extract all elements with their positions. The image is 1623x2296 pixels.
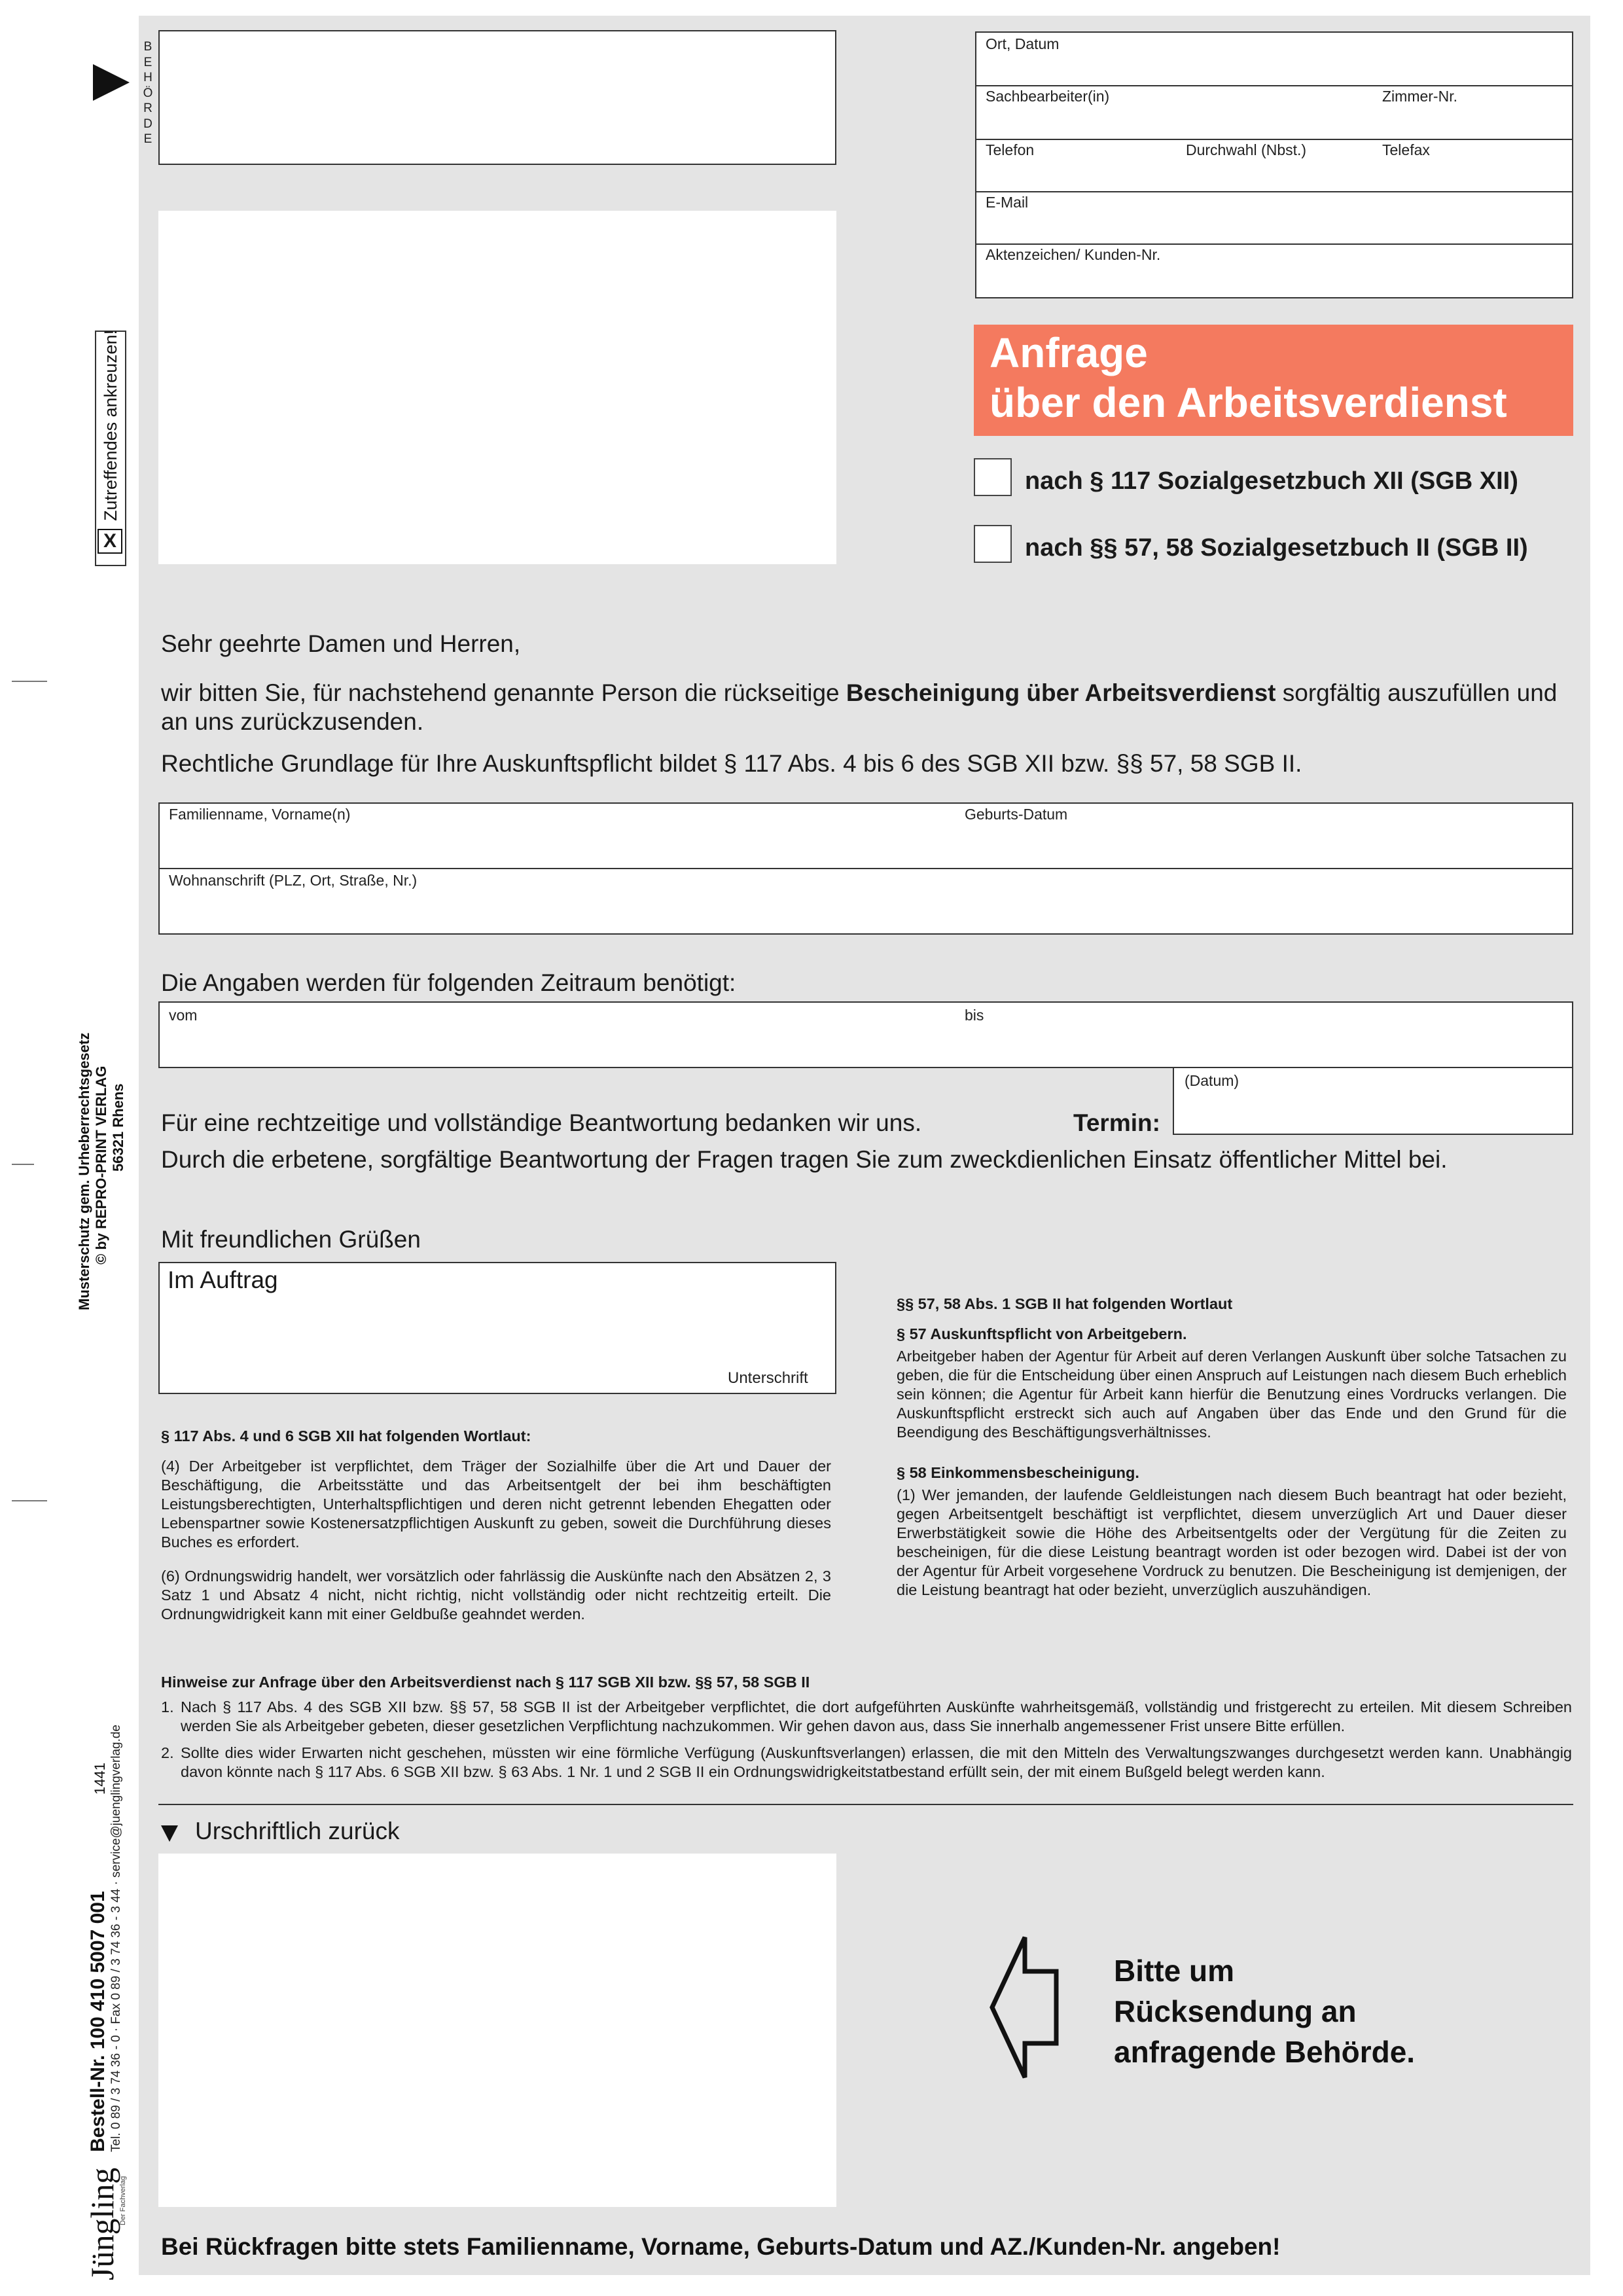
closing: Mit freundlichen Grüßen xyxy=(161,1226,421,1253)
durchwahl-field[interactable]: Durchwahl (Nbst.) xyxy=(1186,141,1307,158)
sgb12-heading: § 117 Abs. 4 und 6 SGB XII hat folgenden Wortlaut: xyxy=(161,1427,531,1444)
signature-label: Unterschrift xyxy=(728,1369,808,1387)
sgb12-para4: (4) Der Arbeitgeber ist verpflichtet, dem Träger der Sozialhilfe über die Art und Dauer der Beschäftigung, die Arbeitsstätte und das Arbeitsentgelt der bei ihm beschäftigten Leistungsberechtigten, Unterhaltspflichtigen und deren nicht getrennt lebenden Ehegatten oder Lebenspartner sowie Kostenersatzpflichtigen Auskunft zu geben, soweit die Durchführung dieses Buches es erfordert. xyxy=(161,1458,831,1551)
period-fields-table xyxy=(158,1001,1573,1068)
publisher-contact: Tel. 0 89 / 3 74 36 - 0 · Fax 0 89 / 3 74 36 - 3 44 · service@juenglingverlag.de xyxy=(109,1725,123,2152)
im-auftrag: Im Auftrag xyxy=(168,1266,278,1293)
period-to-field[interactable]: bis xyxy=(965,1007,984,1024)
fold-mark xyxy=(12,1500,47,1501)
telefon-field[interactable]: Telefon xyxy=(986,141,1035,158)
title-banner xyxy=(974,325,1573,436)
legal-basis: Rechtliche Grundlage für Ihre Auskunftspflicht bildet § 117 Abs. 4 bis 6 des SGB XII bzw. §§ 57, 58 SGB II. xyxy=(161,750,1302,777)
checkbox-sgb12[interactable] xyxy=(974,458,1012,496)
sachbearbeiter-field[interactable]: Sachbearbeiter(in) xyxy=(986,88,1110,105)
sgb2-heading: §§ 57, 58 Abs. 1 SGB II hat folgenden Wortlaut xyxy=(897,1295,1233,1312)
publisher-logo-sub: Der Fachverlag xyxy=(119,2176,127,2225)
publisher-logo: Jüngling xyxy=(84,2167,120,2280)
copyright-line1: Musterschutz gem. Urheberrechtsgesetz xyxy=(76,1032,92,1310)
form-number: 1441 xyxy=(92,1763,108,1795)
option-sgb12-label: nach § 117 Sozialgesetzbuch XII (SGB XII) xyxy=(1025,467,1518,495)
return-message: Bitte um Rücksendung an anfragende Behörde. xyxy=(1114,1954,1416,2069)
option-sgb2-label: nach §§ 57, 58 Sozialgesetzbuch II (SGB II) xyxy=(1025,534,1528,562)
authority-box[interactable] xyxy=(158,30,836,165)
recipient-address-window[interactable] xyxy=(158,211,836,564)
zimmer-field[interactable]: Zimmer-Nr. xyxy=(1382,88,1457,105)
hint-2: Sollte dies wider Erwarten nicht geschehen, müssten wir eine förmliche Verfügung (Auskunftsverlangen) erlassen, die mit den Mitteln des Verwaltungszwanges durchgesetzt werden kann. Unabhängig davon könnte nach § 117 Abs. 6 SGB XII bzw. § 63 Abs. 1 Nr. 1 und 2 SGB II ein Ordnungswidrigkeitstatbestand erfüllt sein, der mit einem Bußgeld belegt werden kann. xyxy=(181,1744,1572,1780)
termin-label: Termin: xyxy=(1073,1109,1160,1136)
return-label: Urschriftlich zurück xyxy=(195,1818,400,1844)
hint-2-number: 2. xyxy=(161,1744,174,1761)
hints-heading: Hinweise zur Anfrage über den Arbeitsverdienst nach § 117 SGB XII bzw. §§ 57, 58 SGB II xyxy=(161,1674,810,1691)
example-cross-icon: X xyxy=(98,529,122,554)
footer-note: Bei Rückfragen bitte stets Familienname, Vorname, Geburts-Datum und AZ./Kunden-Nr. angeben! xyxy=(161,2233,1281,2260)
title-line1: Anfrage xyxy=(990,329,1148,376)
telefax-field[interactable]: Telefax xyxy=(1382,141,1430,158)
period-heading: Die Angaben werden für folgenden Zeitraum benötigt: xyxy=(161,969,736,996)
contribution-text: Durch die erbetene, sorgfältige Beantwortung der Fragen tragen Sie zum zweckdienlichen Einsatz öffentlicher Mittel bei. xyxy=(161,1146,1448,1173)
behoerde-label: B E H Ö R D E xyxy=(143,40,153,146)
thanks-text: Für eine rechtzeitige und vollständige Beantwortung bedanken wir uns. xyxy=(161,1109,922,1136)
copyright-line3: 56321 Rhens xyxy=(110,1083,126,1172)
name-field[interactable]: Familienname, Vorname(n) xyxy=(169,806,351,823)
return-address-window[interactable] xyxy=(158,1854,836,2207)
checkbox-sgb2[interactable] xyxy=(974,525,1012,563)
sgb2-58-text: (1) Wer jemanden, der laufende Geldleistungen nach diesem Buch beantragt hat oder bezieht, gegen Arbeitsentgelt beschäftigt ist verpflichtet, diesem unverzüglich Art und Dauer dieser Erwerbstätigkeit sowie die Höhe des Arbeitsentgelts oder der Vergütung für die Zeiten zu bescheinigen, für die diese Leistung beantragt worden ist oder bezogen wird. Dabei ist der von der Agentur für Arbeit vorgesehene Vordruck zu benutzen. Die Bescheinigung ist demjenigen, der die Leistung beantragt hat oder bezieht, unverzüglich auszuhändigen. xyxy=(897,1486,1567,1598)
order-number: Bestell-Nr. 100 410 5007 001 xyxy=(87,1891,109,2152)
ort-datum-field[interactable]: Ort, Datum xyxy=(986,35,1060,52)
down-triangle-icon xyxy=(160,1823,179,1843)
request-text: wir bitten Sie, für nachstehend genannte Person die rückseitige Bescheinigung über Arbeitsverdienst sorgfältig auszufüllen und an uns zurückzusenden. xyxy=(161,679,1558,735)
sgb2-57-heading: § 57 Auskunftspflicht von Arbeitgebern. xyxy=(897,1325,1187,1342)
sgb2-57-text: Arbeitgeber haben der Agentur für Arbeit auf deren Verlangen Auskunft über solche Tatsachen zu geben, die für die Entscheidung über einen Anspruch auf Leistungen nach diesem Buch erheblich sein können; die Agentur für Arbeit kann hierfür die Benutzung eines Vordrucks verlangen. Die Auskunftspflicht erstreckt sich auch auf Angaben über das Ende und den Grund für die Beendigung des Beschäftigungsverhältnisses. xyxy=(897,1348,1567,1441)
copyright-line2: © by REPRO-PRINT VERLAG xyxy=(93,1066,109,1265)
checkbox-hint: Zutreffendes ankreuzen! xyxy=(101,329,120,521)
termin-date-label: (Datum) xyxy=(1185,1072,1240,1089)
hints-divider xyxy=(158,1804,1573,1805)
hint-1-number: 1. xyxy=(161,1698,174,1715)
address-field[interactable]: Wohnanschrift (PLZ, Ort, Straße, Nr.) xyxy=(169,872,418,889)
triangle-marker-icon xyxy=(92,63,131,102)
email-field[interactable]: E-Mail xyxy=(986,194,1029,211)
period-from-field[interactable]: vom xyxy=(169,1007,198,1024)
arrow-left-icon xyxy=(988,1935,1067,2080)
title-line2: über den Arbeitsverdienst xyxy=(990,379,1507,426)
aktenzeichen-field[interactable]: Aktenzeichen/ Kunden-Nr. xyxy=(986,246,1161,263)
sgb12-para6: (6) Ordnungswidrig handelt, wer vorsätzlich oder fahrlässig die Auskünfte nach den Absätzen 2, 3 Satz 1 und Absatz 4 nicht, nicht richtig, nicht vollständig oder nicht rechtzeitig erteilt. Die Ordnungwidrigkeit kann mit einer Geldbuße geahndet werden. xyxy=(161,1568,831,1623)
sgb2-58-heading: § 58 Einkommensbescheinigung. xyxy=(897,1464,1139,1481)
punch-mark xyxy=(12,1164,34,1165)
salutation: Sehr geehrte Damen und Herren, xyxy=(161,630,521,657)
birth-date-field[interactable]: Geburts-Datum xyxy=(965,806,1068,823)
hint-1: Nach § 117 Abs. 4 des SGB XII bzw. §§ 57, 58 SGB II ist der Arbeitgeber verpflichtet, die dort aufgeführten Auskünfte wahrheitsgemäß, vollständig und fristgerecht zu erteilen. Mit diesem Schreiben werden Sie als Arbeitgeber gebeten, dieser gesetzlichen Verpflichtung nachzukommen. Wir gehen davon aus, dass Sie innerhalb angemessener Frist unsere Bitte erfüllen. xyxy=(181,1698,1572,1734)
fold-mark xyxy=(12,681,47,682)
